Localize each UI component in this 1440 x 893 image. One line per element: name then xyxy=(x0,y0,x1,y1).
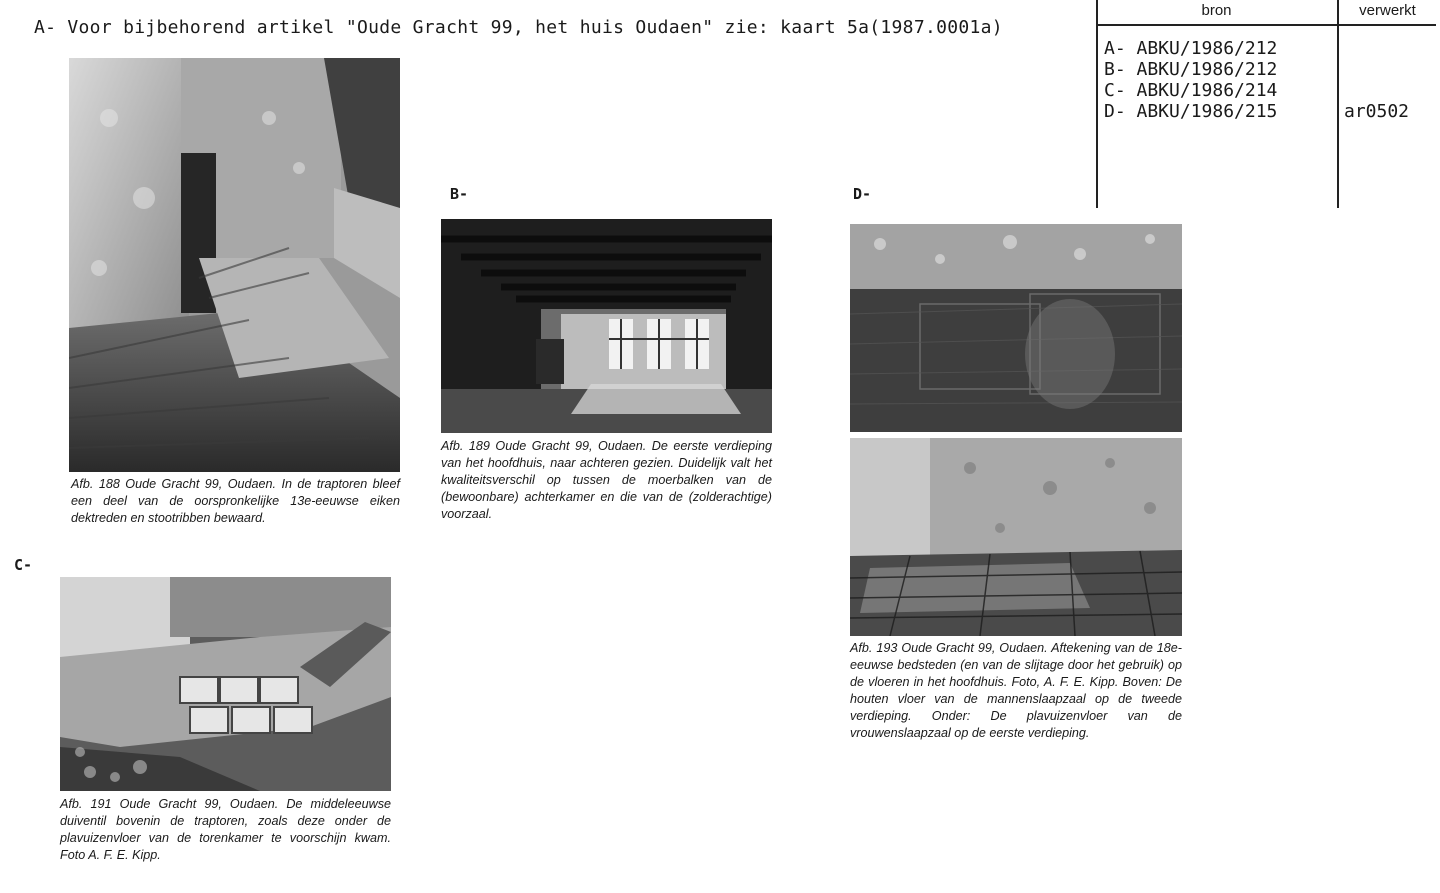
section-label-c: C- xyxy=(14,556,33,574)
table-row-source: C- ABKU/1986/214 xyxy=(1104,80,1278,101)
table-left-border xyxy=(1096,0,1098,208)
table-row-processed: ar0502 xyxy=(1344,101,1410,122)
section-label-d: D- xyxy=(853,185,872,203)
photo-tile-floor xyxy=(850,438,1182,636)
photo-dovecote xyxy=(60,577,391,791)
caption-afb193: Afb. 193 Oude Gracht 99, Oudaen. Aftekening van de 18e-eeuwse bedsteden (en van de slijtage door het gebruik) op de vloeren in het hoofdhuis. Foto, A. F. E. Kipp. Boven: De houten vloer van de mannenslaapzaal op de tweede verdieping. Onder: De plavuizenvloer van de vrouwenslaapzaal op de eerste verdieping. xyxy=(850,641,1182,740)
table-column-divider xyxy=(1337,0,1339,208)
source-table xyxy=(1096,0,1436,208)
caption-afb188: Afb. 188 Oude Gracht 99, Oudaen. In de traptoren bleef een deel van de oorspronkelijke 13e-eeuwse eiken dektreden en stootribben bewaard. xyxy=(71,477,400,525)
table-header-divider xyxy=(1096,24,1436,26)
photo-first-floor xyxy=(441,219,772,433)
table-row-source: B- ABKU/1986/212 xyxy=(1104,59,1278,80)
caption-afb189: Afb. 189 Oude Gracht 99, Oudaen. De eerste verdieping van het hoofdhuis, naar achteren gezien. Duidelijk valt het kwaliteitsverschil op tussen de moerbalken van de (bewoonbare) achterkamer en die van de (zolderachtige) voorzaal. xyxy=(441,439,772,521)
table-row-source: D- ABKU/1986/215 xyxy=(1104,101,1278,122)
table-header-processed: verwerkt xyxy=(1359,2,1416,19)
caption-afb191: Afb. 191 Oude Gracht 99, Oudaen. De middeleeuwse duiventil bovenin de traptoren, zoals deze onder de plavuizenvloer van de torenkamer te voorschijn kwam. Foto A. F. E. Kipp. xyxy=(60,797,391,862)
table-header-source: bron xyxy=(1201,2,1232,19)
section-label-b: B- xyxy=(450,185,469,203)
photo-wooden-floor xyxy=(850,224,1182,432)
photo-stair-tower xyxy=(69,58,400,472)
reference-line: A- Voor bijbehorend artikel "Oude Gracht 99, het huis Oudaen" zie: kaart 5a(1987.0001a) xyxy=(34,17,1003,38)
table-row-source: A- ABKU/1986/212 xyxy=(1104,38,1278,59)
